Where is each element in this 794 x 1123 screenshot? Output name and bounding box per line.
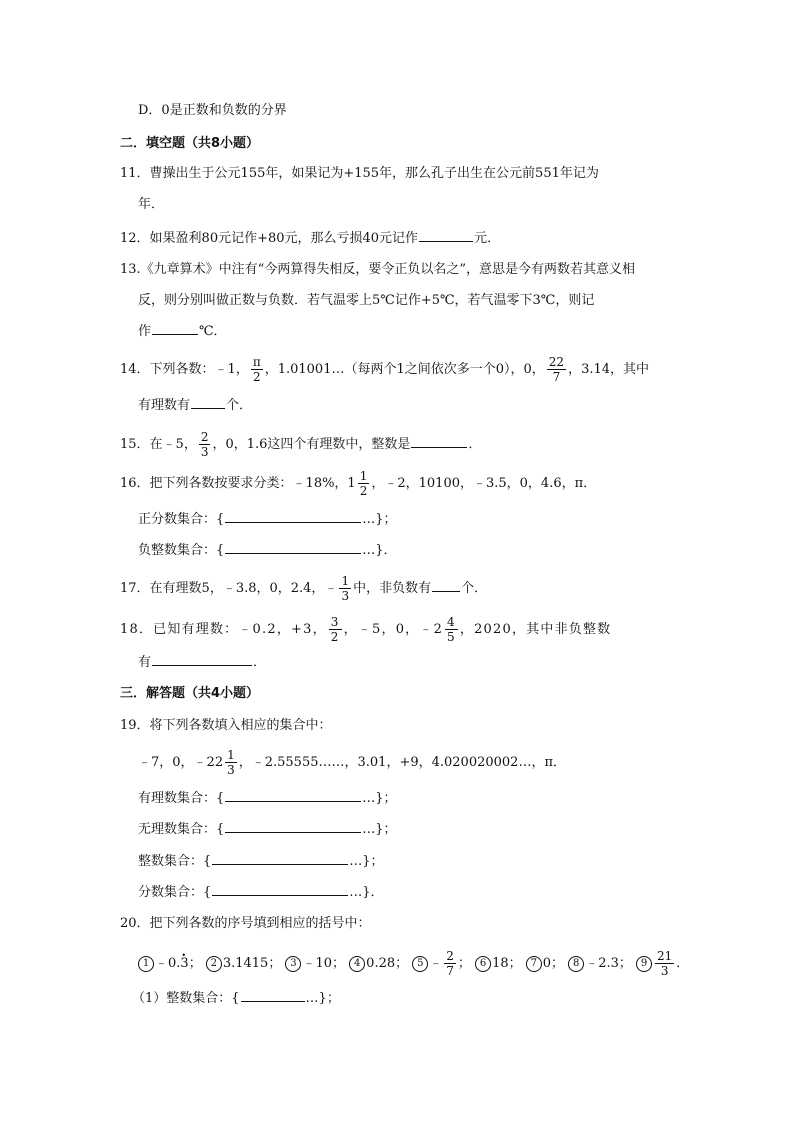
negative-integer-set — [138, 540, 397, 561]
circled-number: 4 — [349, 956, 365, 972]
numerator: 4 — [447, 615, 456, 629]
fraction-21-over-3 — [655, 949, 674, 978]
numerator: 3 — [330, 615, 340, 629]
set-label: （1）整数集合：{ — [132, 991, 240, 1006]
question-13-line-3 — [138, 321, 227, 342]
answer-blank[interactable] — [225, 509, 361, 523]
number-5-sign: ﹣ — [429, 956, 443, 971]
question-14-text-2: ，1.01001…（每两个1之间依次多一个0），0， — [264, 362, 545, 377]
question-17-text-2: 中，非负数有 — [353, 581, 432, 596]
answer-blank[interactable] — [225, 819, 361, 833]
question-13-line-1: 13.《九章算术》中注有“今两算得失相反，要令正负以名之”，意思是今有两数若其意义相 — [120, 262, 635, 277]
fraction-2-over-7 — [444, 949, 456, 978]
denominator: 7 — [552, 370, 561, 384]
fraction-pi-over-2 — [251, 355, 263, 384]
fraction-22-over-7 — [547, 355, 566, 384]
answer-blank[interactable] — [152, 321, 198, 335]
numerator: 1 — [359, 469, 368, 483]
question-18-line-2 — [138, 652, 266, 673]
denominator: 7 — [446, 964, 454, 978]
question-18-line-1 — [120, 615, 611, 644]
question-11-line-1: 11．曹操出生于公元155年，如果记为+155年，那么孔子出生在公元前551年记为 — [120, 166, 599, 181]
irrational-set — [138, 819, 397, 840]
answer-blank[interactable] — [225, 788, 361, 802]
question-13-line-2: 反，则分别叫做正数与负数．若气温零上5℃记作+5℃，若气温零下3℃，则记 — [138, 293, 595, 308]
repeating-digit: 3 • — [180, 956, 188, 971]
option-d: D．0是正数和负数的分界 — [138, 103, 287, 118]
question-12-text: 12．如果盈利80元记作+80元，那么亏损40元记作 — [120, 231, 419, 246]
circled-number: 2 — [206, 956, 222, 972]
set-label: 负整数集合：{ — [138, 543, 225, 558]
question-14-line-2 — [138, 395, 252, 416]
circled-number: 3 — [285, 956, 301, 972]
question-18-text-2: ，﹣5，0，﹣2 — [343, 622, 444, 637]
fraction-set — [138, 882, 384, 903]
answer-blank[interactable] — [152, 652, 252, 666]
circled-number: 8 — [568, 956, 584, 972]
question-16-text-2: ，﹣2，10100，﹣3.5，0，4.6，π． — [371, 476, 597, 491]
numerator: 2 — [200, 430, 209, 444]
question-17-tail: 个． — [461, 581, 488, 596]
number-7: 0； — [542, 956, 565, 971]
number-1a: ﹣0. — [155, 956, 181, 971]
question-15 — [120, 430, 481, 459]
answer-blank[interactable] — [212, 851, 348, 865]
question-14-line-1 — [120, 355, 649, 384]
numerator: 2 — [446, 949, 454, 963]
denominator: 3 — [227, 763, 235, 777]
number-3: ﹣10； — [302, 956, 346, 971]
circled-number: 6 — [475, 956, 491, 972]
answer-blank[interactable] — [191, 395, 225, 409]
section-answer-heading: 三．解答题（共4小题） — [120, 686, 260, 701]
answer-blank[interactable] — [212, 882, 348, 896]
set-end: …}； — [349, 854, 384, 869]
question-18-tail: ． — [253, 655, 267, 670]
set-label: 分数集合：{ — [138, 885, 212, 900]
question-15-tail: ． — [468, 437, 482, 452]
question-12-tail: 元． — [474, 231, 501, 246]
question-19-numbers — [138, 748, 566, 777]
question-17-text: 17．在有理数5，﹣3.8，0，2.4，﹣ — [120, 581, 338, 596]
number-6: 18； — [492, 956, 522, 971]
denominator: 2 — [359, 484, 368, 498]
integer-set — [138, 851, 384, 872]
numerator: 21 — [657, 949, 673, 963]
answer-blank[interactable] — [241, 988, 305, 1002]
question-18-text: 18．已知有理数：﹣0.2，+3， — [120, 622, 327, 637]
denominator: 2 — [252, 370, 261, 384]
answer-blank[interactable] — [411, 434, 467, 448]
denominator: 3 — [200, 445, 209, 459]
question-20: 20．把下列各数的序号填到相应的括号中： — [120, 916, 371, 931]
answer-blank[interactable] — [419, 228, 473, 242]
answer-blank[interactable] — [432, 578, 460, 592]
fraction-1-over-2 — [358, 469, 370, 498]
separator: ； — [188, 956, 202, 971]
set-label: 整数集合：{ — [138, 854, 212, 869]
numbers-text-2: ，﹣2.55555……，3.01，+9，4.020020002…，π． — [238, 755, 566, 770]
set-end: …}； — [362, 512, 397, 527]
separator: ； — [457, 956, 471, 971]
set-end: …}； — [362, 791, 397, 806]
fraction-1-over-3 — [225, 748, 237, 777]
positive-fraction-set — [138, 509, 397, 530]
denominator: 5 — [447, 630, 456, 644]
question-14-text: 14．下列各数：﹣1， — [120, 362, 249, 377]
separator: ． — [676, 956, 690, 971]
set-label: 有理数集合：{ — [138, 791, 225, 806]
question-11-line-2: 年． — [138, 197, 165, 212]
circled-number: 5 — [412, 956, 428, 972]
numbers-text: ﹣7，0，﹣22 — [138, 755, 224, 770]
question-18-text-4: 有 — [138, 655, 152, 670]
question-13-tail: ℃． — [199, 324, 227, 339]
number-8: ﹣2.3； — [585, 956, 632, 971]
answer-blank[interactable] — [225, 540, 361, 554]
set-end: …}． — [362, 543, 397, 558]
number-2: 3.1415； — [222, 956, 282, 971]
fraction-3-over-2 — [329, 615, 342, 644]
integer-set-q20 — [132, 988, 340, 1009]
set-end: …}； — [305, 991, 340, 1006]
set-end: …}； — [362, 822, 397, 837]
question-16-text: 16．把下列各数按要求分类：﹣18%，1 — [120, 476, 356, 491]
question-16 — [120, 469, 596, 498]
rational-set — [138, 788, 397, 809]
fraction-2-over-3 — [199, 430, 211, 459]
question-14-text-3: ，3.14，其中 — [568, 362, 650, 377]
question-17 — [120, 574, 487, 603]
question-14-tail: 个． — [226, 398, 253, 413]
circled-number: 9 — [636, 956, 652, 972]
denominator: 3 — [660, 964, 669, 978]
set-label: 正分数集合：{ — [138, 512, 225, 527]
question-15-text-2: ，0，1.6这四个有理数中，整数是 — [212, 437, 411, 452]
denominator: 2 — [330, 630, 340, 644]
set-end: …}． — [349, 885, 384, 900]
question-12 — [120, 228, 500, 249]
number-4: 0.28； — [366, 956, 409, 971]
question-13-text: 作 — [138, 324, 152, 339]
fraction-1-over-3 — [339, 574, 351, 603]
circled-number: 1 — [138, 956, 154, 972]
numerator: 22 — [548, 355, 565, 369]
denominator: 3 — [341, 589, 350, 603]
question-14-text-4: 有理数有 — [138, 398, 191, 413]
question-15-text: 15．在﹣5， — [120, 437, 197, 452]
question-19: 19．将下列各数填入相应的集合中： — [120, 718, 332, 733]
numerator: 1 — [341, 574, 350, 588]
circled-number: 7 — [526, 956, 542, 972]
question-18-text-3: ，2020，其中非负整数 — [459, 622, 612, 637]
numerator: 1 — [227, 748, 235, 762]
section-fill-in-heading: 二．填空题（共8小题） — [120, 136, 260, 151]
question-20-numbers — [138, 949, 689, 978]
fraction-4-over-5 — [445, 615, 458, 644]
set-label: 无理数集合：{ — [138, 822, 225, 837]
numerator: π — [252, 355, 261, 369]
